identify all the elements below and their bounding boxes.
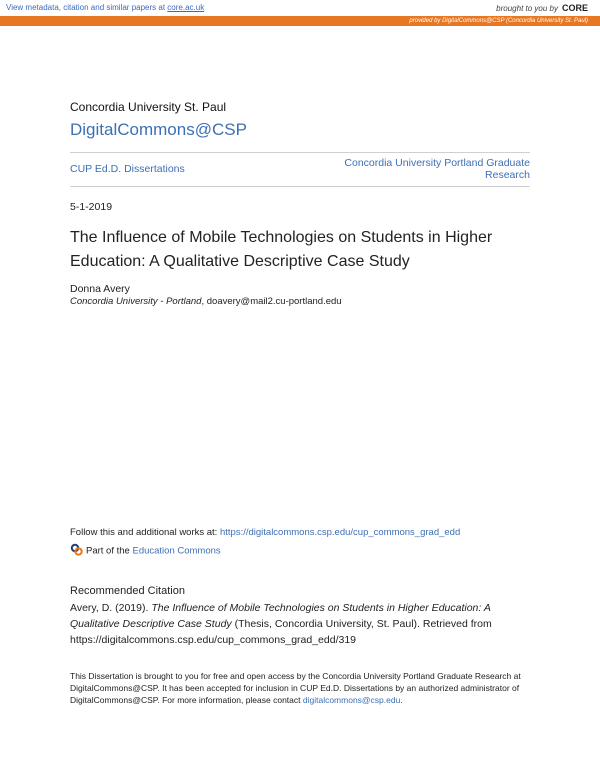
publication-date: 5-1-2019	[70, 201, 113, 213]
divider-bottom	[70, 186, 530, 187]
document-title: The Influence of Mobile Technologies on Students in Higher Education: A Qualitative Descriptive Case Study	[70, 229, 493, 270]
access-notice	[70, 670, 530, 706]
brought-by	[496, 0, 588, 17]
author-name: Donna Avery	[70, 283, 130, 295]
notice-end: .	[400, 695, 403, 705]
author-affiliation	[70, 296, 342, 307]
core-topbar	[0, 0, 600, 16]
metadata-link-line	[6, 0, 204, 16]
institution-name: Concordia University St. Paul	[70, 100, 227, 114]
contact-email-link[interactable]: digitalcommons@csp.edu	[302, 695, 401, 705]
brought-text: brought to you by	[496, 4, 558, 13]
recommended-citation-heading: Recommended Citation	[70, 585, 185, 597]
department-link[interactable]: Concordia University Portland Graduate Research	[344, 157, 530, 181]
metadata-text: View metadata, citation and similar papers at	[6, 3, 168, 12]
follow-line	[70, 527, 460, 538]
author-email: , doavery@mail2.cu-portland.edu	[201, 296, 342, 307]
commons-icon	[70, 543, 83, 559]
citation-suffix: (Thesis, Concordia University, St. Paul). Retrieved from https://digitalcommons.csp.edu/cup_commons_grad_edd/319	[70, 618, 492, 646]
core-link[interactable]: core.ac.uk	[167, 3, 205, 12]
citation-prefix: Avery, D. (2019).	[70, 602, 152, 614]
citation-text	[70, 600, 530, 648]
notice-text: This Dissertation is brought to you for free and open access by the Concordia University Portland Graduate Research at DigitalCommons@CSP. It has been accepted for inclusion in CUP Ed.D. Dissertations by an authorized administrator of DigitalCommons@CSP. For more information, please contact	[70, 671, 521, 705]
provider-text: provided by DigitalCommons@CSP (Concordia University St. Paul)	[409, 18, 588, 24]
education-commons-link[interactable]: Education Commons	[132, 545, 221, 557]
citation-title: The Influence of Mobile Technologies on Students in Higher Education: A Qualitative Descriptive Case Study	[70, 602, 491, 630]
divider-top	[70, 152, 530, 153]
series-link[interactable]: CUP Ed.D. Dissertations	[70, 163, 185, 175]
affiliation-text: Concordia University - Portland	[70, 296, 202, 307]
follow-text: Follow this and additional works at:	[70, 527, 220, 538]
part-of-line	[70, 543, 221, 559]
core-logo[interactable]: CORE	[561, 3, 588, 13]
repository-brand[interactable]: DigitalCommons@CSP	[70, 120, 247, 139]
collection-url-link[interactable]: https://digitalcommons.csp.edu/cup_commons_grad_edd	[219, 527, 461, 538]
provider-banner	[0, 16, 600, 26]
part-of-text: Part of the	[86, 545, 133, 557]
